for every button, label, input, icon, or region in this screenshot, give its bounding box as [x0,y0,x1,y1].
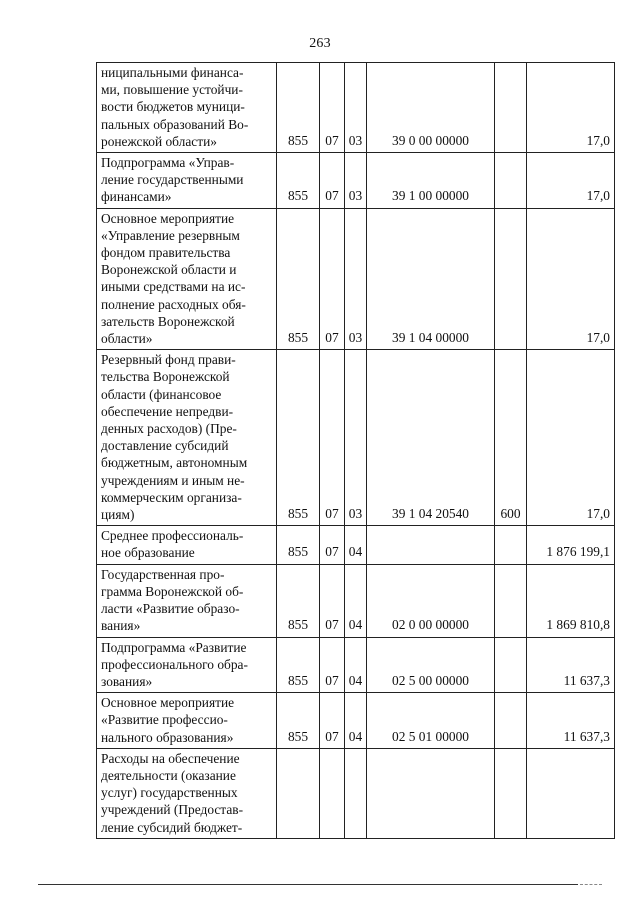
subsection-code-cell: 04 [345,564,367,637]
section-code-cell: 07 [320,693,345,749]
expense-name-cell [97,637,277,693]
expense-name-line: грамма Воронежской об- [101,583,244,599]
section-code-cell: 07 [320,637,345,693]
expense-name-line: ление субсидий бюджет- [101,819,243,835]
section-code-cell: 07 [320,526,345,564]
amount-cell: 17,0 [527,350,615,526]
expense-name-line: области (финансовое [101,386,222,402]
expense-name-line: ми, повышение устойчи- [101,82,243,98]
expense-name-line: профессионального обра- [101,656,248,672]
expense-type-cell [495,526,527,564]
amount-cell: 1 876 199,1 [527,526,615,564]
footer-rule [38,884,578,885]
budget-table [96,62,615,839]
footer-rule-dashed [580,884,602,885]
expense-name-cell [97,63,277,153]
expense-name-line: Подпрограмма «Развитие [101,639,247,655]
table-body [97,63,615,839]
expense-name-line: Резервный фонд прави- [101,352,236,368]
expense-name-line: ниципальными финанса- [101,65,244,80]
expense-name-line: коммерческим организа- [101,489,242,505]
expense-name-line: Воронежской области и [101,262,237,278]
expense-name-line: ное образование [101,545,195,561]
expense-name-line: нального образования» [101,729,234,745]
expense-name-cell [97,208,277,350]
section-code-cell [320,748,345,838]
table-row [97,637,615,693]
expense-name-line: учреждениям и иным не- [101,472,245,488]
target-article-cell: 39 0 00 00000 [367,63,495,153]
expense-name-line: фондом правительства [101,245,231,261]
table-row [97,526,615,564]
target-article-cell [367,748,495,838]
ministry-code-cell: 855 [277,526,320,564]
expense-name-line: Основное мероприятие [101,695,235,711]
target-article-cell: 39 1 04 00000 [367,208,495,350]
section-code-cell: 07 [320,564,345,637]
expense-type-cell [495,564,527,637]
subsection-code-cell: 03 [345,63,367,153]
ministry-code-cell: 855 [277,153,320,209]
ministry-code-cell: 855 [277,564,320,637]
expense-name-line: тельства Воронежской [101,369,230,385]
table-row [97,153,615,209]
expense-type-cell: 600 [495,350,527,526]
table-row [97,208,615,350]
subsection-code-cell: 04 [345,526,367,564]
amount-cell: 11 637,3 [527,637,615,693]
table-row [97,350,615,526]
section-code-cell: 07 [320,350,345,526]
expense-name-cell [97,693,277,749]
table-row [97,748,615,838]
amount-cell [527,748,615,838]
expense-name-line: доставление субсидий [101,438,229,454]
expense-type-cell [495,153,527,209]
expense-type-cell [495,748,527,838]
table-row [97,693,615,749]
ministry-code-cell: 855 [277,350,320,526]
subsection-code-cell [345,748,367,838]
ministry-code-cell: 855 [277,693,320,749]
amount-cell: 1 869 810,8 [527,564,615,637]
page-number: 263 [309,36,331,51]
expense-name-line: зательств Воронежской [101,313,235,329]
subsection-code-cell: 04 [345,637,367,693]
expense-type-cell [495,63,527,153]
expense-name-line: циям) [101,507,135,523]
expense-name-line: Расходы на обеспечение [101,750,240,766]
expense-name-cell [97,153,277,209]
ministry-code-cell: 855 [277,637,320,693]
expense-name-line: услуг) государственных [101,785,238,801]
amount-cell: 17,0 [527,208,615,350]
section-code-cell: 07 [320,208,345,350]
expense-name-line: пальных образований Во- [101,116,249,132]
expense-name-line: «Управление резервным [101,227,240,243]
expense-name-cell [97,564,277,637]
subsection-code-cell: 03 [345,350,367,526]
target-article-cell [367,526,495,564]
target-article-cell: 02 5 00 00000 [367,637,495,693]
expense-name-line: иными средствами на ис- [101,279,246,295]
subsection-code-cell: 03 [345,208,367,350]
target-article-cell: 02 0 00 00000 [367,564,495,637]
expense-name-cell [97,350,277,526]
expense-type-cell [495,693,527,749]
expense-name-line: Среднее профессиональ- [101,528,244,544]
expense-name-line: полнение расходных обя- [101,296,246,312]
target-article-cell: 02 5 01 00000 [367,693,495,749]
expense-name-line: Основное мероприятие [101,210,235,226]
expense-name-line: Государственная про- [101,566,225,582]
section-code-cell: 07 [320,63,345,153]
table-row [97,564,615,637]
expense-name-line: области» [101,331,153,347]
expense-name-line: ронежской области» [101,133,217,149]
ministry-code-cell: 855 [277,208,320,350]
ministry-code-cell [277,748,320,838]
subsection-code-cell: 04 [345,693,367,749]
expense-type-cell [495,637,527,693]
section-code-cell: 07 [320,153,345,209]
expense-name-cell [97,748,277,838]
amount-cell: 17,0 [527,63,615,153]
expense-name-line: Подпрограмма «Управ- [101,155,235,171]
amount-cell: 17,0 [527,153,615,209]
table-row [97,63,615,153]
expense-name-line: вости бюджетов муници- [101,99,245,115]
expense-name-line: ление государственными [101,172,244,188]
target-article-cell: 39 1 04 20540 [367,350,495,526]
expense-name-cell [97,526,277,564]
subsection-code-cell: 03 [345,153,367,209]
expense-name-line: бюджетным, автономным [101,455,248,471]
expense-type-cell [495,208,527,350]
expense-name-line: деятельности (оказание [101,767,236,783]
expense-name-line: «Развитие профессио- [101,712,228,728]
amount-cell: 11 637,3 [527,693,615,749]
ministry-code-cell: 855 [277,63,320,153]
expense-name-line: финансами» [101,189,172,205]
expense-name-line: ласти «Развитие образо- [101,601,240,617]
target-article-cell: 39 1 00 00000 [367,153,495,209]
expense-name-line: обеспечение непредви- [101,403,234,419]
expense-name-line: учреждений (Предостав- [101,802,244,818]
expense-name-line: вания» [101,618,141,634]
expense-name-line: денных расходов) (Пре- [101,421,237,437]
expense-name-line: зования» [101,673,153,689]
